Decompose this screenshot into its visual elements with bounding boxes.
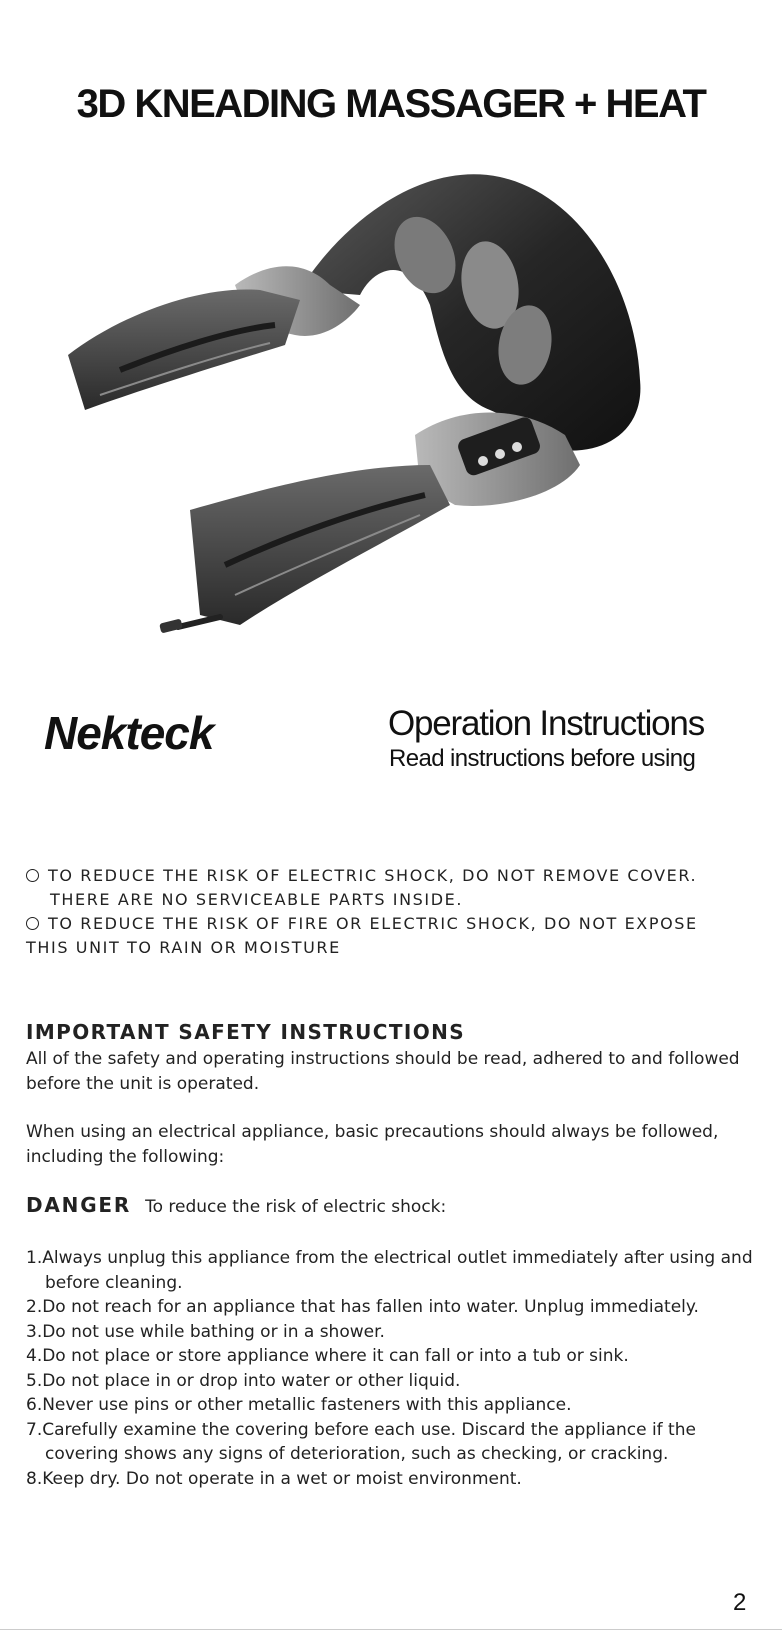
danger-text: To reduce the risk of electric shock:	[145, 1197, 447, 1217]
safety-paragraph-1: All of the safety and operating instructions should be read, adhered to and followed before the unit is operated.	[26, 1049, 740, 1094]
warning-1-line-2: THERE ARE NO SERVICEABLE PARTS INSIDE.	[50, 890, 464, 909]
list-item: 2.Do not reach for an appliance that has fallen into water. Unplug immediately.	[26, 1297, 699, 1317]
page-number: 2	[733, 1589, 747, 1616]
list-item: 8.Keep dry. Do not operate in a wet or moist environment.	[26, 1468, 522, 1489]
warning-2-line-2: THIS UNIT TO RAIN OR MOISTURE	[26, 938, 341, 957]
operation-subtitle: Read instructions before using	[389, 745, 696, 772]
bottom-rule	[0, 1629, 782, 1630]
list-item: 1.Always unplug this appliance from the electrical outlet immediately after using and before cleaning.	[26, 1248, 753, 1293]
circle-bullet-icon	[26, 869, 39, 882]
list-item: 7.Carefully examine the covering before each use. Discard the appliance if the covering shows any signs of deterioration, such as checking, or cracking.	[26, 1419, 696, 1464]
list-item: 3.Do not use while bathing or in a shower.	[26, 1321, 385, 1342]
safety-list	[26, 1246, 761, 1491]
page-title: 3D KNEADING MASSAGER + HEAT	[76, 82, 706, 126]
list-item: 6.Never use pins or other metallic fasteners with this appliance.	[26, 1395, 572, 1415]
list-item: 4.Do not place or store appliance where it can fall or into a tub or sink.	[26, 1346, 629, 1366]
list-item: 5.Do not place in or drop into water or other liquid.	[26, 1370, 461, 1391]
circle-bullet-icon	[26, 917, 39, 930]
operation-title: Operation Instructions	[388, 704, 704, 743]
warning-1-line-1: TO REDUCE THE RISK OF ELECTRIC SHOCK, DO NOT REMOVE COVER.	[26, 866, 697, 885]
danger-line	[26, 1193, 446, 1217]
danger-label: DANGER	[26, 1193, 132, 1217]
warning-2-line-1: TO REDUCE THE RISK OF FIRE OR ELECTRIC SHOCK, DO NOT EXPOSE	[26, 914, 698, 933]
safety-paragraph-2: When using an electrical appliance, basic precautions should always be followed, including the following:	[26, 1122, 719, 1167]
neck-massager-image	[60, 165, 660, 665]
safety-heading: IMPORTANT SAFETY INSTRUCTIONS	[26, 1020, 466, 1044]
brand-logo: Nekteck	[44, 707, 214, 759]
